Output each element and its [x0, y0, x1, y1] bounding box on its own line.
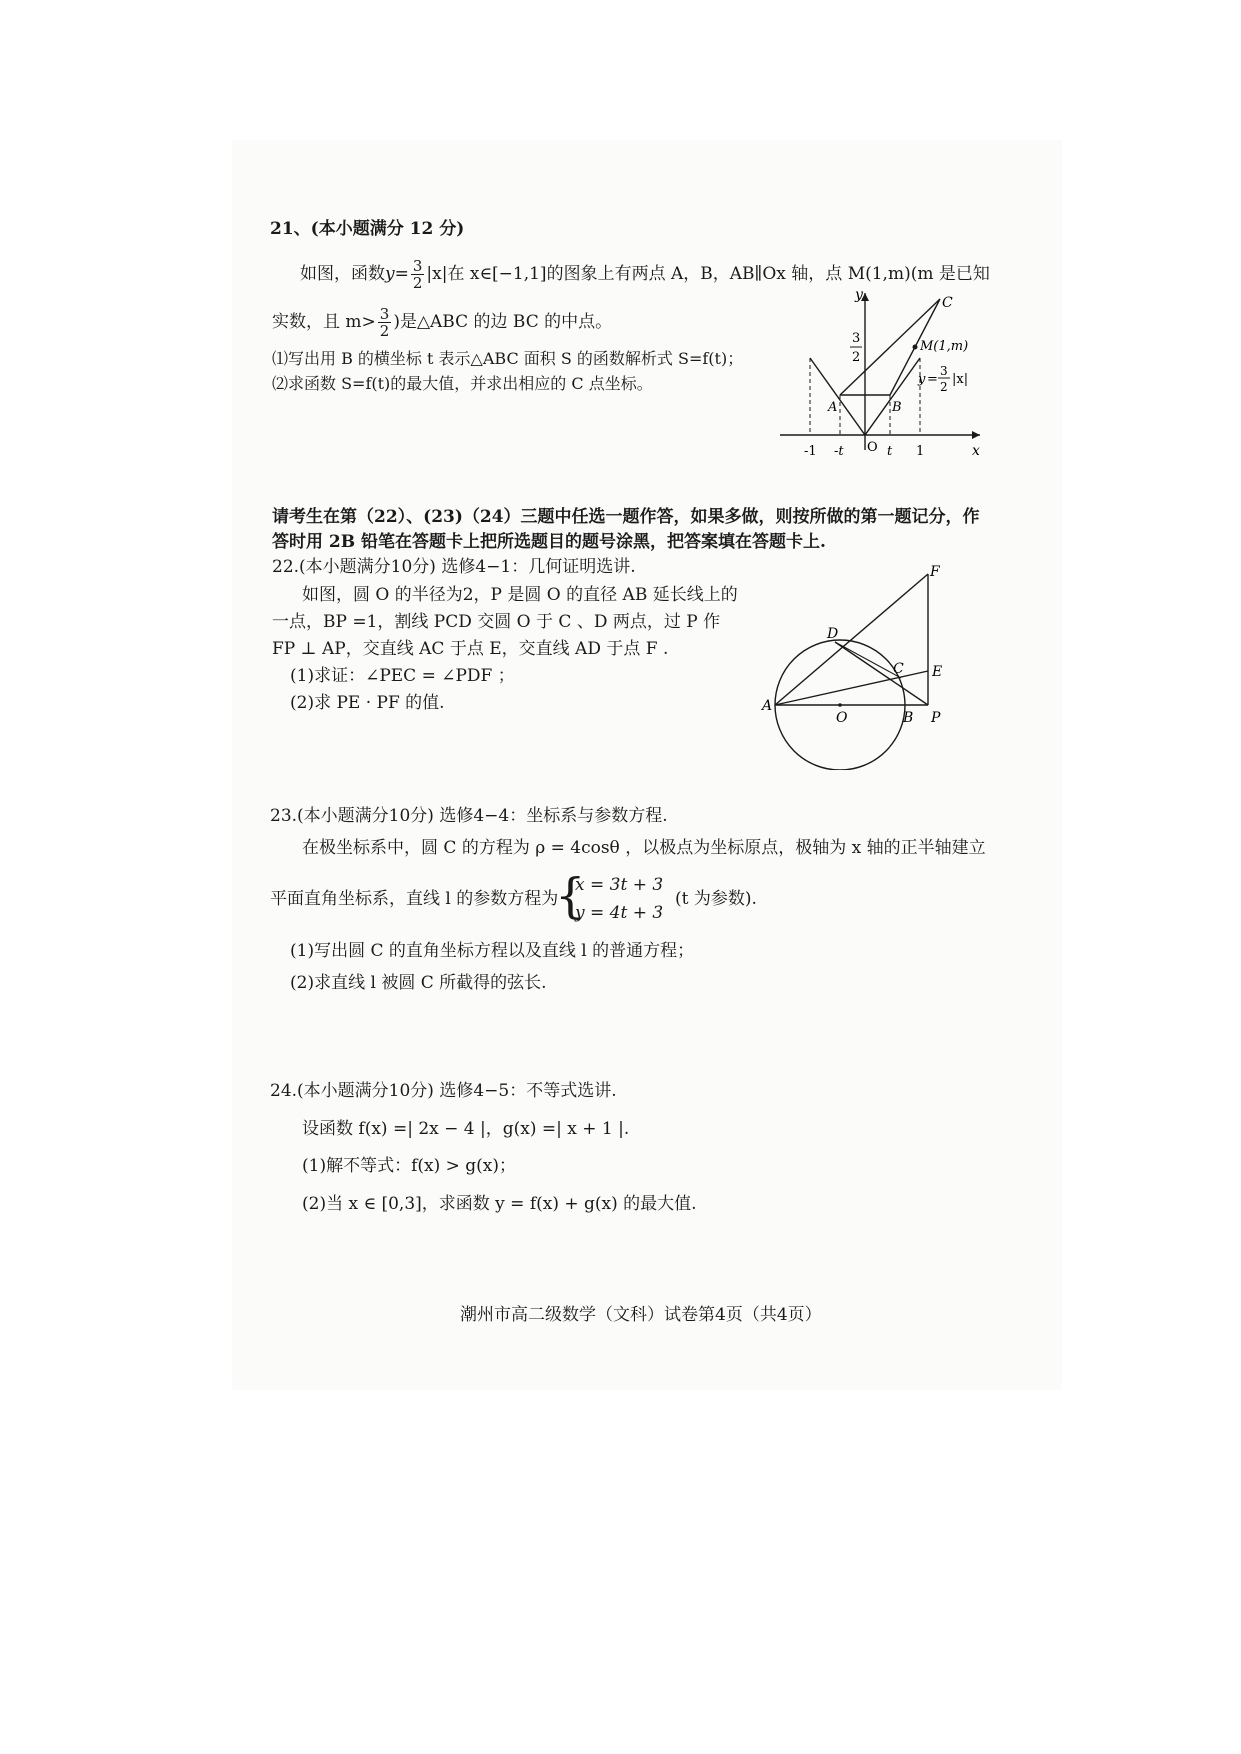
q22-part1: (1)求证：∠PEC = ∠PDF ； [290, 666, 515, 686]
tick-t: t [887, 444, 893, 459]
o-label: O [867, 440, 878, 455]
notice-line1: 请考生在第（22）、(23)（24）三题中任选一题作答，如果多做，则按所做的第一题记分，作 [272, 507, 980, 527]
label-f: F [930, 564, 940, 580]
frac-2: 2 [852, 350, 861, 365]
q23-line1: 在极坐标系中，圆 C 的方程为 ρ = 4cosθ ，以极点为坐标原点，极轴为 x 轴的正半轴建立 [302, 838, 986, 858]
q24-heading: 24.(本小题满分10分) 选修4−5：不等式选讲. [270, 1081, 617, 1101]
q21-line2-pre: 实数，且 m> [272, 312, 376, 332]
label-b: B [903, 710, 914, 726]
frac-3: 3 [852, 331, 861, 346]
q22-heading: 22.(本小题满分10分) 选修4−1：几何证明选讲. [272, 557, 636, 577]
q21-fraction-2 [378, 306, 392, 339]
c-label: C [942, 295, 953, 311]
b-label: B [892, 400, 902, 415]
q21-part2: ⑵求函数 S=f(t)的最大值，并求出相应的 C 点坐标。 [272, 374, 653, 393]
q23-heading: 23.(本小题满分10分) 选修4−4：坐标系与参数方程. [270, 806, 668, 826]
q21-line2-post: )是△ABC 的边 BC 的中点。 [393, 312, 613, 332]
q21-line1-post: |x|在 x∈[−1,1]的图象上有两点 A，B，AB∥Ox 轴，点 M(1,m)(m 是已知 [426, 264, 990, 284]
curve-label-eq: = [927, 372, 938, 387]
frac-den: 2 [379, 322, 390, 340]
curve-label-abs: |x| [952, 372, 969, 387]
label-c: C [893, 661, 904, 677]
label-p: P [931, 710, 941, 726]
label-o: O [836, 710, 848, 726]
label-a: A [762, 698, 773, 714]
x-axis-arrow-icon [972, 431, 980, 439]
curve-frac-3: 3 [940, 364, 948, 378]
curve-label-y: y [918, 372, 926, 387]
label-d: D [827, 626, 839, 642]
q23-part1: (1)写出圆 C 的直角坐标方程以及直线 l 的普通方程； [290, 941, 695, 961]
q24-line1: 设函数 f(x) =| 2x − 4 |，g(x) =| x + 1 |. [302, 1119, 630, 1139]
tick-1: 1 [916, 444, 925, 459]
q23-eq1: x = 3t + 3 [575, 875, 664, 895]
x-label: x [972, 443, 980, 459]
line-af [775, 574, 928, 705]
q21-part1: ⑴写出用 B 的横坐标 t 表示△ABC 面积 S 的函数解析式 S=f(t)； [272, 349, 744, 368]
q24-part2: (2)当 x ∈ [0,3]，求函数 y = f(x) + g(x) 的最大值. [302, 1194, 697, 1214]
m-label: M(1,m) [920, 339, 969, 354]
tick-neg1: -1 [804, 444, 817, 459]
a-label: A [828, 400, 838, 415]
page-footer: 潮州市高二级数学（文科）试卷第4页（共4页） [460, 1305, 822, 1325]
q23-part2: (2)求直线 l 被圆 C 所截得的弦长. [290, 973, 547, 993]
left-brace-icon: { [555, 868, 586, 924]
q22-line2: 一点，BP =1，割线 PCD 交圆 O 于 C 、D 两点，过 P 作 [272, 612, 721, 632]
q21-line2 [272, 306, 612, 339]
y-label: y [855, 287, 863, 303]
chord-dc [835, 642, 901, 678]
q22-line1: 如图，圆 O 的半径为2，P 是圆 O 的直径 AB 延长线上的 [302, 585, 738, 605]
q22-line3: FP ⊥ AP，交直线 AC 于点 E，交直线 AD 于点 F . [272, 639, 669, 659]
q21-fraction [411, 258, 425, 291]
q21-heading: 21、(本小题满分 12 分) [270, 219, 465, 239]
frac-num: 3 [379, 305, 390, 323]
frac-den: 2 [412, 274, 423, 292]
tick-neg-t: -t [834, 444, 844, 459]
q21-y-eq: y= [385, 264, 409, 284]
q23-line2-pre: 平面直角坐标系，直线 l 的参数方程为 [270, 889, 559, 909]
q23-line2-post: (t 为参数). [675, 889, 757, 909]
q23-eq2: y = 4t + 3 [575, 903, 664, 923]
curve-frac-2: 2 [940, 380, 948, 394]
q22-part2: (2)求 PE · PF 的值. [290, 693, 445, 713]
point-m [913, 345, 918, 350]
frac-num: 3 [412, 257, 423, 275]
q21-line1-pre: 如图，函数 [300, 264, 385, 284]
notice-line2: 答时用 2B 铅笔在答题卡上把所选题目的题号涂黑，把答案填在答题卡上. [272, 532, 826, 552]
center-o [838, 703, 842, 707]
q21-figure [770, 285, 990, 465]
q22-figure [760, 560, 960, 770]
q24-part1: (1)解不等式：f(x) > g(x)； [302, 1156, 517, 1176]
label-e: E [932, 664, 943, 680]
